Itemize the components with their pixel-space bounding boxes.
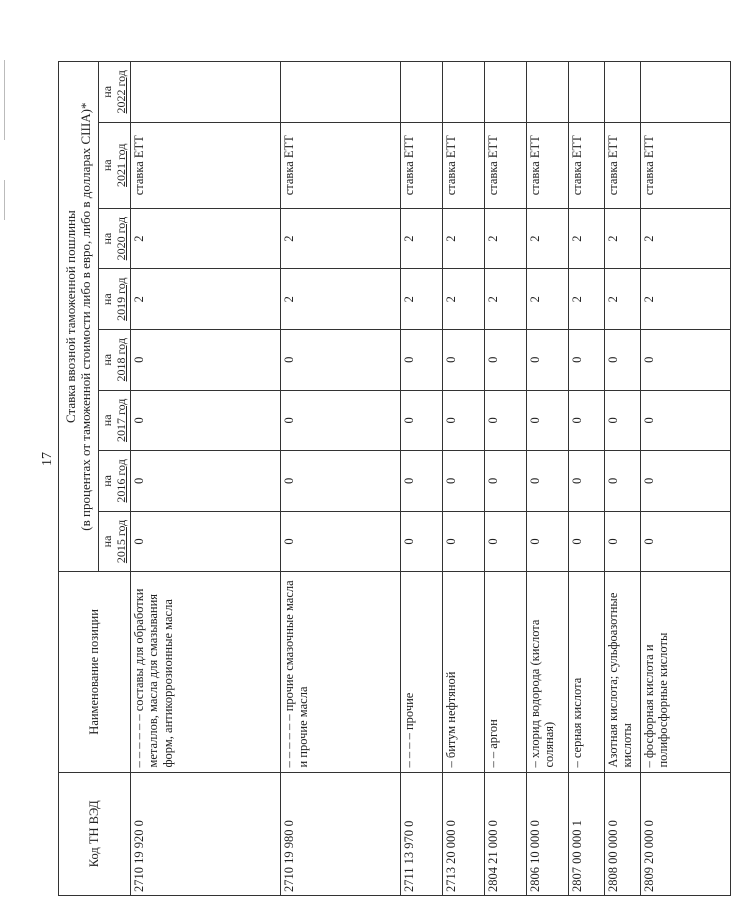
row-rate-2: 0 [485,390,527,451]
row-rate-0: 0 [401,511,443,572]
row-name: – серная кислота [569,572,605,772]
row-rate-5: 2 [605,208,641,269]
header-year-2 [99,390,131,451]
row-rate-4: 2 [401,269,443,330]
row-name: – – аргон [485,572,527,772]
row-rate-1: 0 [401,451,443,512]
row-code: 2808 00 000 0 [605,772,641,895]
row-rate-1: 0 [605,451,641,512]
header-year-5 [99,208,131,269]
row-rate-2: 0 [131,390,281,451]
row-rate-5: 2 [281,208,401,269]
row-rate-7 [527,62,569,123]
table-row [605,62,641,896]
header-year-3 [99,329,131,390]
header-year-1 [99,451,131,512]
row-name: – хлорид водорода (кислота соляная) [527,572,569,772]
row-rate-5: 2 [131,208,281,269]
header-year-7 [99,62,131,123]
header-year-prefix: на [100,353,115,366]
row-name: Азотная кислота; сульфоазотные кислоты [605,572,641,772]
header-year-prefix: на [100,414,115,427]
row-rate-0: 0 [527,511,569,572]
header-year-label: 2017 год [113,398,128,443]
header-year-prefix: на [100,85,115,98]
row-rate-7 [443,62,485,123]
row-rate-4: 2 [485,269,527,330]
row-rate-2: 0 [605,390,641,451]
table-row [527,62,569,896]
page-number: 17 [40,452,55,466]
header-year-prefix: на [100,232,115,245]
row-rate-0: 0 [281,511,401,572]
row-name: – – – – прочие [401,572,443,772]
header-code: Код ТН ВЭД [59,772,131,895]
row-rate-1: 0 [569,451,605,512]
row-rate-7 [281,62,401,123]
table-row [281,62,401,896]
header-year-label: 2020 год [113,216,128,261]
row-name: – – – – – – составы для обработки металлов, масла для смазывания форм, антикоррозионные масла [131,572,281,772]
row-rate-4: 2 [605,269,641,330]
row-rate-3: 0 [443,329,485,390]
table-row [131,62,281,896]
row-rate-2: 0 [401,390,443,451]
row-rate-4: 2 [131,269,281,330]
row-rate-3: 0 [281,329,401,390]
rotated-tariff-table [58,61,671,896]
row-rate-3: 0 [569,329,605,390]
table-row [401,62,443,896]
table-row [641,62,731,896]
header-rate [59,62,99,572]
row-rate-2: 0 [569,390,605,451]
header-year-prefix: на [100,475,115,487]
row-rate-6: ставка ЕТТ [401,122,443,208]
header-rate-line2: (в процентах от таможенной стоимости либо в евро, либо в долларах США)* [77,102,93,531]
header-year-4 [99,269,131,330]
row-rate-5: 2 [401,208,443,269]
row-rate-3: 0 [401,329,443,390]
row-rate-3: 0 [527,329,569,390]
row-name: – – – – – – прочие смазочные масла и прочие масла [281,572,401,772]
row-rate-4: 2 [527,269,569,330]
header-year-label: 2018 год [113,338,128,382]
row-rate-0: 0 [485,511,527,572]
row-rate-7 [401,62,443,123]
header-rate-line1: Ставка ввозной таможенной пошлины [62,210,78,423]
row-rate-2: 0 [443,390,485,451]
row-rate-3: 0 [485,329,527,390]
row-rate-5: 2 [569,208,605,269]
row-rate-5: 2 [485,208,527,269]
row-rate-6: ставка ЕТТ [131,122,281,208]
row-rate-7 [131,62,281,123]
row-rate-4: 2 [569,269,605,330]
tariff-table [58,61,731,896]
row-code: 2809 20 000 0 [641,772,731,895]
header-year-label: 2015 год [113,519,128,564]
row-rate-0: 0 [131,511,281,572]
row-rate-1: 0 [443,451,485,512]
header-year-label: 2016 год [113,459,128,503]
row-rate-0: 0 [605,511,641,572]
row-rate-6: ставка ЕТТ [281,122,401,208]
header-year-prefix: на [100,159,115,172]
row-rate-4: 2 [443,269,485,330]
row-name: – битум нефтяной [443,572,485,772]
row-code: 2710 19 920 0 [131,772,281,895]
row-rate-1: 0 [527,451,569,512]
row-rate-2: 0 [641,390,731,451]
row-rate-1: 0 [131,451,281,512]
row-rate-7 [485,62,527,123]
header-year-label: 2019 год [113,277,128,321]
header-name: Наименование позиции [59,572,131,772]
row-rate-6: ставка ЕТТ [443,122,485,208]
row-code: 2710 19 980 0 [281,772,401,895]
row-name: – фосфорная кислота и полифосфорные кислоты [641,572,731,772]
row-rate-6: ставка ЕТТ [605,122,641,208]
scan-edge-marks [0,0,16,905]
row-code: 2713 20 000 0 [443,772,485,895]
row-rate-4: 2 [281,269,401,330]
row-code: 2807 00 000 1 [569,772,605,895]
row-rate-5: 2 [527,208,569,269]
header-year-prefix: на [100,293,115,306]
table-row [443,62,485,896]
row-rate-7 [605,62,641,123]
row-rate-1: 0 [485,451,527,512]
header-year-0 [99,511,131,572]
row-rate-0: 0 [443,511,485,572]
row-rate-6: ставка ЕТТ [569,122,605,208]
table-row [485,62,527,896]
row-rate-6: ставка ЕТТ [527,122,569,208]
row-rate-5: 2 [443,208,485,269]
header-year-6 [99,122,131,208]
row-rate-7 [641,62,731,123]
row-rate-1: 0 [641,451,731,512]
header-year-label: 2022 год [113,70,128,114]
row-code: 2804 21 000 0 [485,772,527,895]
table-row [569,62,605,896]
row-rate-2: 0 [527,390,569,451]
row-code: 2806 10 000 0 [527,772,569,895]
header-year-label: 2021 год [113,143,128,187]
row-rate-0: 0 [641,511,731,572]
row-rate-6: ставка ЕТТ [485,122,527,208]
row-rate-3: 0 [605,329,641,390]
row-rate-0: 0 [569,511,605,572]
row-rate-6: ставка ЕТТ [641,122,731,208]
row-rate-3: 0 [131,329,281,390]
row-rate-2: 0 [281,390,401,451]
row-code: 2711 13 970 0 [401,772,443,895]
row-rate-5: 2 [641,208,731,269]
row-rate-3: 0 [641,329,731,390]
row-rate-7 [569,62,605,123]
row-rate-1: 0 [281,451,401,512]
header-year-prefix: на [100,535,115,548]
row-rate-4: 2 [641,269,731,330]
